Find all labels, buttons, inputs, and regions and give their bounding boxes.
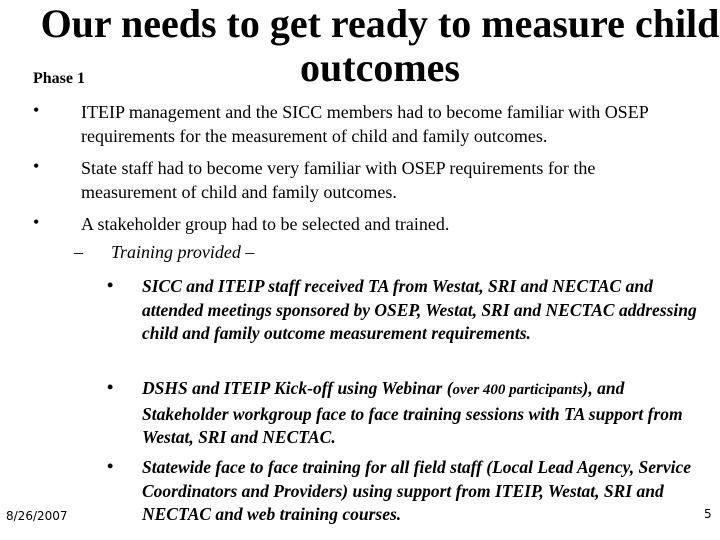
- sub-bullet-text-part: DSHS and ITEIP Kick-off using Webinar (: [142, 378, 453, 398]
- sub-bullet-marker: •: [107, 377, 114, 397]
- sub-bullet-text: Statewide face to face training for all field staff (Local Lead Agency, Service Coordinators and Providers) using support from ITEIP, Westat, SRI and NECTAC and web training courses.: [142, 457, 692, 524]
- sub-bullet-marker: •: [107, 456, 114, 476]
- slide-title: Our needs to get ready to measure child outcomes: [40, 1, 720, 90]
- bullet-text: ITEIP management and the SICC members had to become familiar with OSEP requirements for the measurement of child and family outcomes.: [81, 102, 649, 146]
- bullet-marker: •: [33, 212, 40, 232]
- sub-heading-text: Training provided –: [111, 242, 255, 262]
- participants-note: over 400 participants: [452, 382, 583, 398]
- sub-heading-marker: –: [74, 242, 83, 262]
- sub-bullet-marker: •: [107, 275, 114, 295]
- sub-bullet-text-part: ), and Stakeholder workgroup face to face training sessions with TA support from Westat, SRI and NECTAC.: [142, 378, 683, 447]
- sub-bullet-text: SICC and ITEIP staff received TA from Westat, SRI and NECTAC and attended meetings sponsored by OSEP, Westat, SRI and NECTAC addressing child and family outcome measurement requirements.: [142, 276, 697, 343]
- page-number: 5: [704, 507, 712, 521]
- bullet-marker: •: [33, 100, 40, 120]
- phase-label: Phase 1: [33, 70, 85, 87]
- bullet-text: A stakeholder group had to be selected and trained.: [81, 214, 450, 234]
- bullet-text: State staff had to become very familiar with OSEP requirements for the measurement of child and family outcomes.: [81, 158, 596, 202]
- sub-bullet-text: [142, 377, 702, 450]
- footer-date: 8/26/2007: [6, 509, 68, 523]
- bullet-marker: •: [33, 156, 40, 176]
